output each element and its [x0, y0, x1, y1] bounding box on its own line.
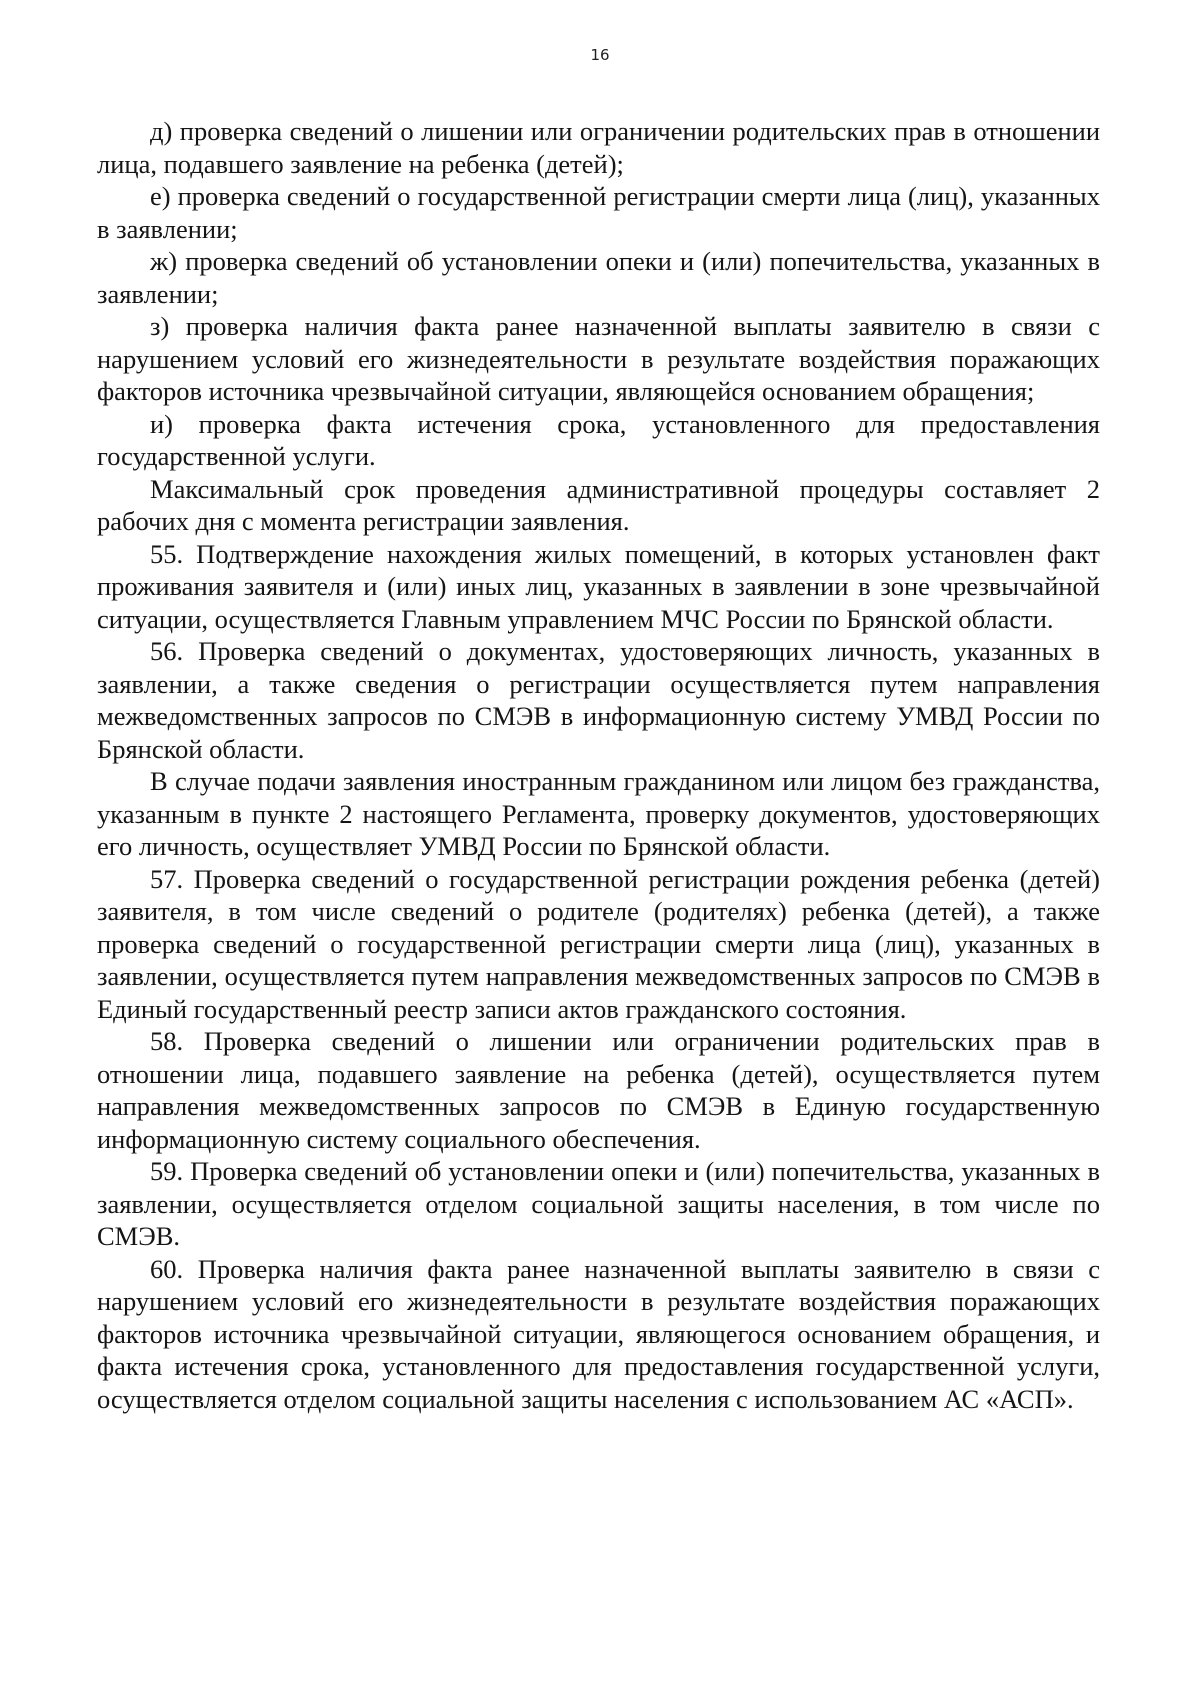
paragraph-57: 57. Проверка сведений о государственной регистрации рождения ребенка (детей) заявителя, в том числе сведений о родителе (родителях) ребенка (детей), а также проверка сведений о государственной регистрации смерти лица (лиц), указанных в заявлении, осуществляется путем направления межведомственных запросов по СМЭВ в Единый государственный реестр записи актов гражданского состояния.	[97, 863, 1100, 1024]
paragraph-56: 56. Проверка сведений о документах, удостоверяющих личность, указанных в заявлении, а также сведения о регистрации осуществляется путем направления межведомственных запросов по СМЭВ в информационную систему УМВД России по Брянской области.	[97, 636, 1100, 764]
paragraph-max-term: Максимальный срок проведения административной процедуры составляет 2 рабочих дня с момента регистрации заявления.	[97, 473, 1100, 536]
paragraph-55: 55. Подтверждение нахождения жилых помещений, в которых установлен факт проживания заявителя и (или) иных лиц, указанных в заявлении в зоне чрезвычайной ситуации, осуществляется Главным управлением МЧС России по Брянской области.	[97, 538, 1100, 634]
page-number: 16	[590, 46, 610, 64]
document-body	[97, 115, 1100, 1415]
paragraph-d: д) проверка сведений о лишении или ограничении родительских прав в отношении лица, подавшего заявление на ребенка (детей);	[97, 116, 1100, 179]
paragraph-z: з) проверка наличия факта ранее назначенной выплаты заявителю в связи с нарушением условий его жизнедеятельности в результате воздействия поражающих факторов источника чрезвычайной ситуации, являющейся основанием обращения;	[97, 311, 1100, 406]
paragraph-e: е) проверка сведений о государственной регистрации смерти лица (лиц), указанных в заявлении;	[97, 181, 1100, 244]
paragraph-58: 58. Проверка сведений о лишении или ограничении родительских прав в отношении лица, подавшего заявление на ребенка (детей), осуществляется путем направления межведомственных запросов по СМЭВ в Единую государственную информационную систему социального обеспечения.	[97, 1026, 1100, 1154]
paragraph-foreign-citizen: В случае подачи заявления иностранным гражданином или лицом без гражданства, указанным в пункте 2 настоящего Регламента, проверку документов, удостоверяющих его личность, осуществляет УМВД России по Брянской области.	[97, 766, 1100, 861]
paragraph-60: 60. Проверка наличия факта ранее назначенной выплаты заявителю в связи с нарушением условий его жизнедеятельности в результате воздействия поражающих факторов источника чрезвычайной ситуации, являющегося основанием обращения, и факта истечения срока, установленного для предоставления государственной услуги, осуществляется отделом социальной защиты населения с использованием АС «АСП».	[97, 1253, 1100, 1414]
paragraph-59: 59. Проверка сведений об установлении опеки и (или) попечительства, указанных в заявлении, осуществляется отделом социальной защиты населения, в том числе по СМЭВ.	[97, 1156, 1100, 1251]
paragraph-zh: ж) проверка сведений об установлении опеки и (или) попечительства, указанных в заявлении;	[97, 246, 1100, 309]
paragraph-i: и) проверка факта истечения срока, установленного для предоставления государственной услуги.	[97, 408, 1100, 471]
